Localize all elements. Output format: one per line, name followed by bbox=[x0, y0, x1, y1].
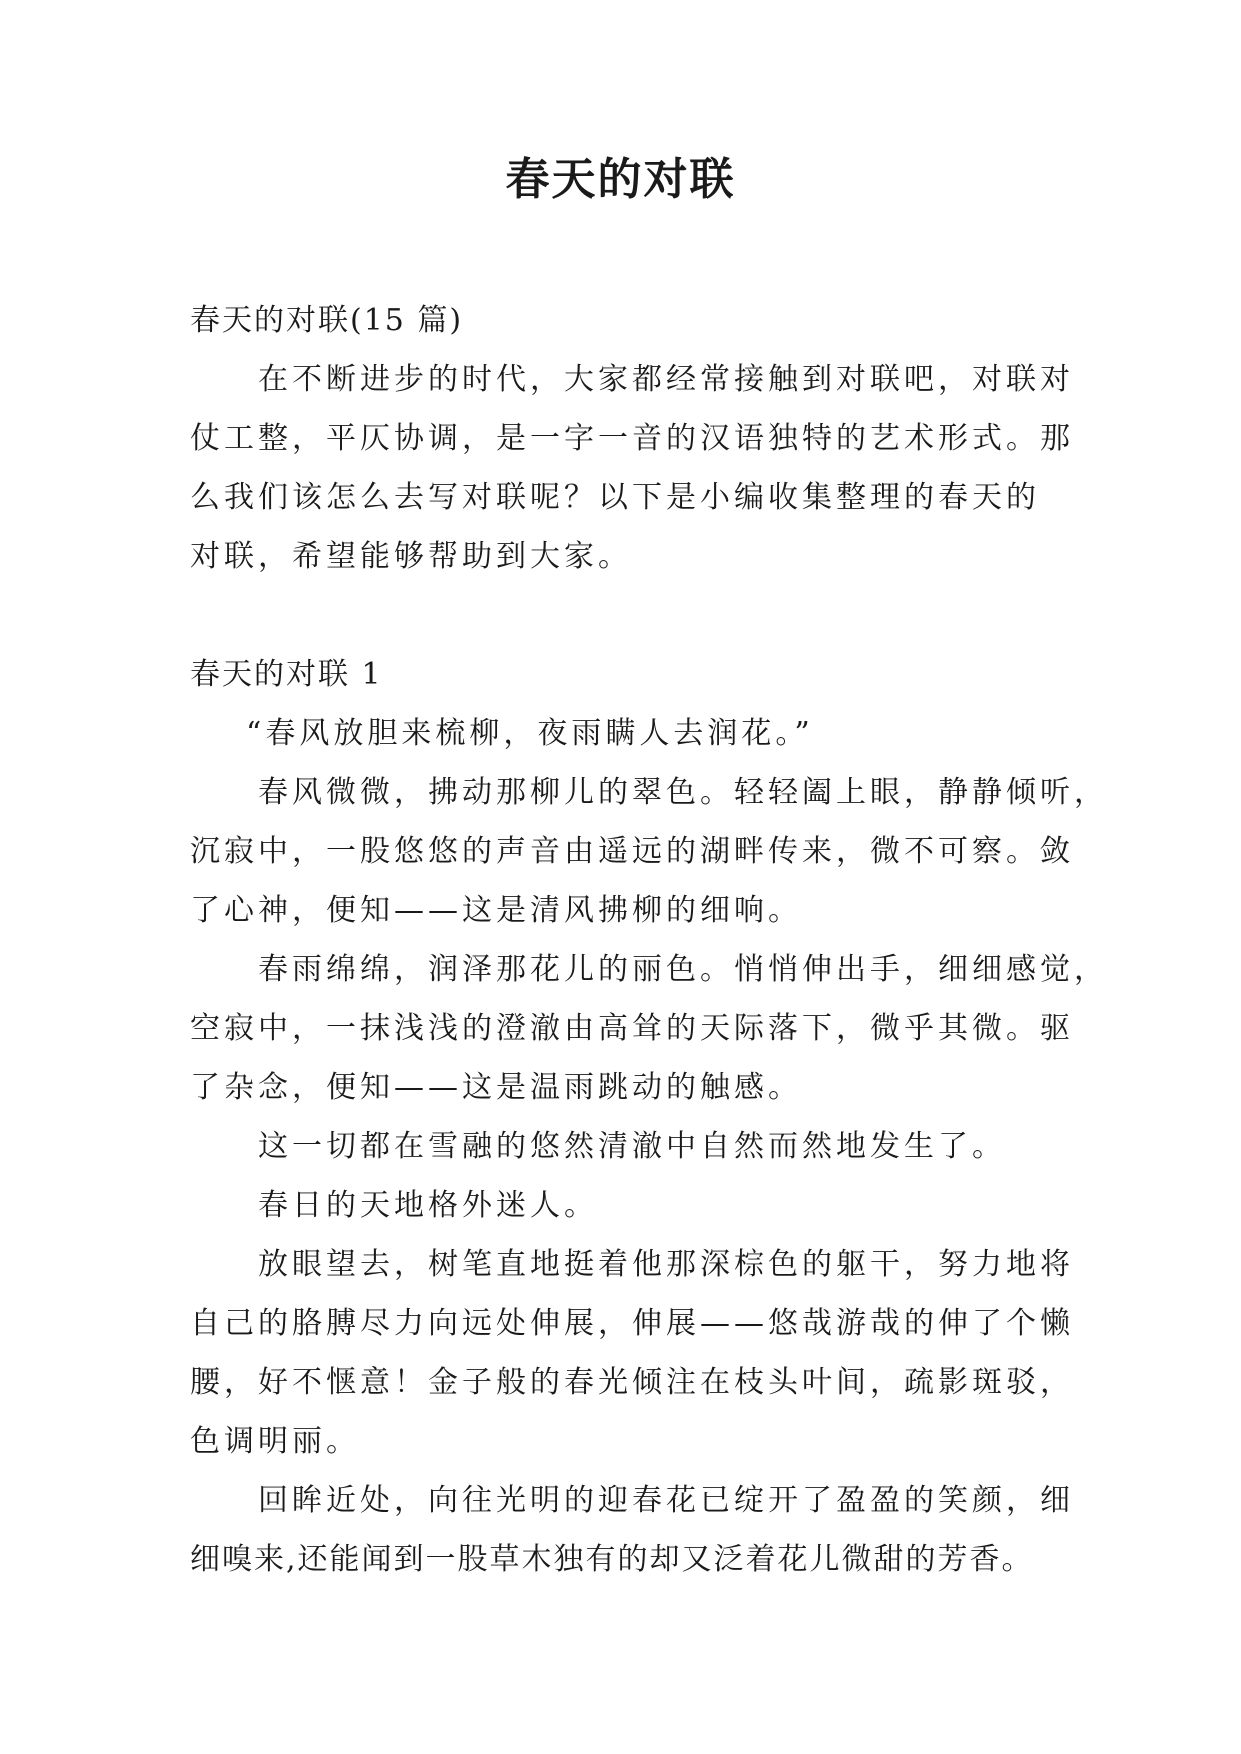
text-line: 春日的天地格外迷人。 bbox=[258, 1188, 598, 1223]
text-line: 了心神，便知——这是清风拂柳的细响。 bbox=[190, 893, 802, 928]
text-line: 沉寂中，一股悠悠的声音由遥远的湖畔传来，微不可察。敛 bbox=[190, 834, 1074, 869]
text-line: 细嗅来,还能闻到一股草木独有的却又泛着花儿微甜的芳香。 bbox=[190, 1542, 1034, 1577]
text-line: 了杂念，便知——这是温雨跳动的触感。 bbox=[190, 1070, 802, 1105]
text-line: 春雨绵绵，润泽那花儿的丽色。悄悄伸出手，细细感觉， bbox=[258, 952, 1108, 987]
intro-heading: 春天的对联(15 篇) bbox=[190, 303, 464, 338]
intro-paragraph bbox=[190, 350, 1074, 586]
text-line: 空寂中，一抹浅浅的澄澈由高耸的天际落下，微乎其微。驱 bbox=[190, 1011, 1074, 1046]
paragraph bbox=[190, 1471, 1074, 1589]
text-line: 这一切都在雪融的悠然清澈中自然而然地发生了。 bbox=[258, 1129, 1006, 1164]
text-line: 在不断进步的时代，大家都经常接触到对联吧，对联对 bbox=[258, 362, 1074, 397]
text-line: 自己的胳膊尽力向远处伸展，伸展——悠哉游哉的伸了个懒 bbox=[190, 1306, 1074, 1341]
text-line: 春风微微，拂动那柳儿的翠色。轻轻阖上眼，静静倾听， bbox=[258, 775, 1108, 810]
text-line: 放眼望去，树笔直地挺着他那深棕色的躯干，努力地将 bbox=[258, 1247, 1074, 1282]
section-heading: 春天的对联 1 bbox=[190, 657, 383, 692]
paragraph bbox=[190, 1235, 1074, 1471]
text-line: 么我们该怎么去写对联呢？以下是小编收集整理的春天的 bbox=[190, 480, 1040, 515]
text-line: 仗工整，平仄协调，是一字一音的汉语独特的艺术形式。那 bbox=[190, 421, 1074, 456]
paragraph bbox=[190, 1117, 1060, 1176]
text-line: 色调明丽。 bbox=[190, 1424, 360, 1459]
paragraph bbox=[190, 1176, 1060, 1235]
section-spacer bbox=[190, 586, 1060, 645]
couplet-quote bbox=[190, 704, 1060, 763]
text-line: 回眸近处，向往光明的迎春花已绽开了盈盈的笑颜，细 bbox=[258, 1483, 1074, 1518]
text-line: 腰，好不惬意！金子般的春光倾注在枝头叶间，疏影斑驳， bbox=[190, 1365, 1074, 1400]
document-body bbox=[190, 291, 1108, 1589]
paragraph bbox=[190, 940, 1108, 1117]
document-title: 春天的对联 bbox=[505, 154, 736, 205]
text-line: 对联，希望能够帮助到大家。 bbox=[190, 539, 632, 574]
text-line: “春风放胆来梳柳，夜雨瞒人去润花。” bbox=[246, 716, 814, 751]
paragraph bbox=[190, 763, 1108, 940]
